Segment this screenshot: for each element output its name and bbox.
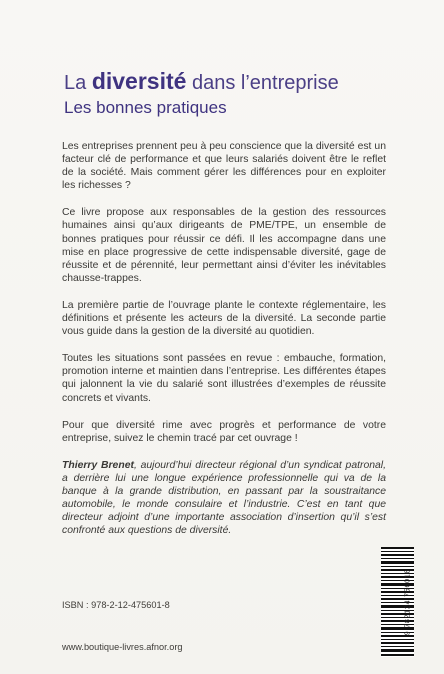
publisher-website: www.boutique-livres.afnor.org [62, 642, 183, 652]
book-title [64, 70, 394, 94]
title-block [64, 70, 394, 118]
paragraph-5: Pour que diversité rime avec progrès et performance de votre entreprise, suivez le chemin tracé par cet ouvrage ! [62, 419, 386, 444]
barcode-digits: 9 782124 756018 [404, 568, 412, 636]
paragraph-3: La première partie de l’ouvrage plante le contexte réglementaire, les définitions et présente les acteurs de la diversité. La seconde partie vous guide dans la gestion de la diversité au quotidien. [62, 299, 386, 338]
isbn-text: ISBN : 978-2-12-475601-8 [62, 600, 170, 610]
barcode-area [381, 547, 429, 657]
paragraph-1: Les entreprises prennent peu à peu conscience que la diversité est un facteur clé de performance et que leurs salariés doivent être le reflet de la société. Mais comment gérer les différences pour en exploiter les richesses ? [62, 141, 386, 192]
paragraph-2: Ce livre propose aux responsables de la gestion des ressources humaines ainsi qu’aux dirigeants de PME/TPE, un ensemble de bonnes pratiques pour réussir ce défi. Il les accompagne dans une mise en place progressive de cette indispensable diversité, gage de réussite et de pérennité, leur permettant ainsi d’éviter les inévitables chausse-trappes. [62, 207, 386, 284]
book-title-part-1: La [64, 72, 92, 94]
book-title-emphasis: diversité [91, 68, 187, 94]
author-description: , aujourd’hui directeur régional d’un syndicat patronal, a derrière lui une longue expérience professionnelle qui va de la banque à la grande distribution, en passant par la soustraitance automobile, le monde consulaire et l’industrie. C’est en tant que directeur adjoint d’une importante association d’insertion qu’il s’est confronté aux questions de diversité. [62, 459, 386, 537]
author-bio [62, 459, 386, 538]
book-subtitle: Les bonnes pratiques [64, 98, 227, 117]
book-title-part-3: dans l’entreprise [186, 72, 339, 94]
author-name: Thierry Brenet [62, 459, 134, 471]
back-cover-text [62, 140, 386, 551]
paragraph-4: Toutes les situations sont passées en revue : embauche, formation, promotion interne et maintien dans l’entreprise. Les différentes étapes qui jalonnent la vie du salarié sont illustrées d’exemples de réussite concrets et vivants. [62, 353, 386, 404]
